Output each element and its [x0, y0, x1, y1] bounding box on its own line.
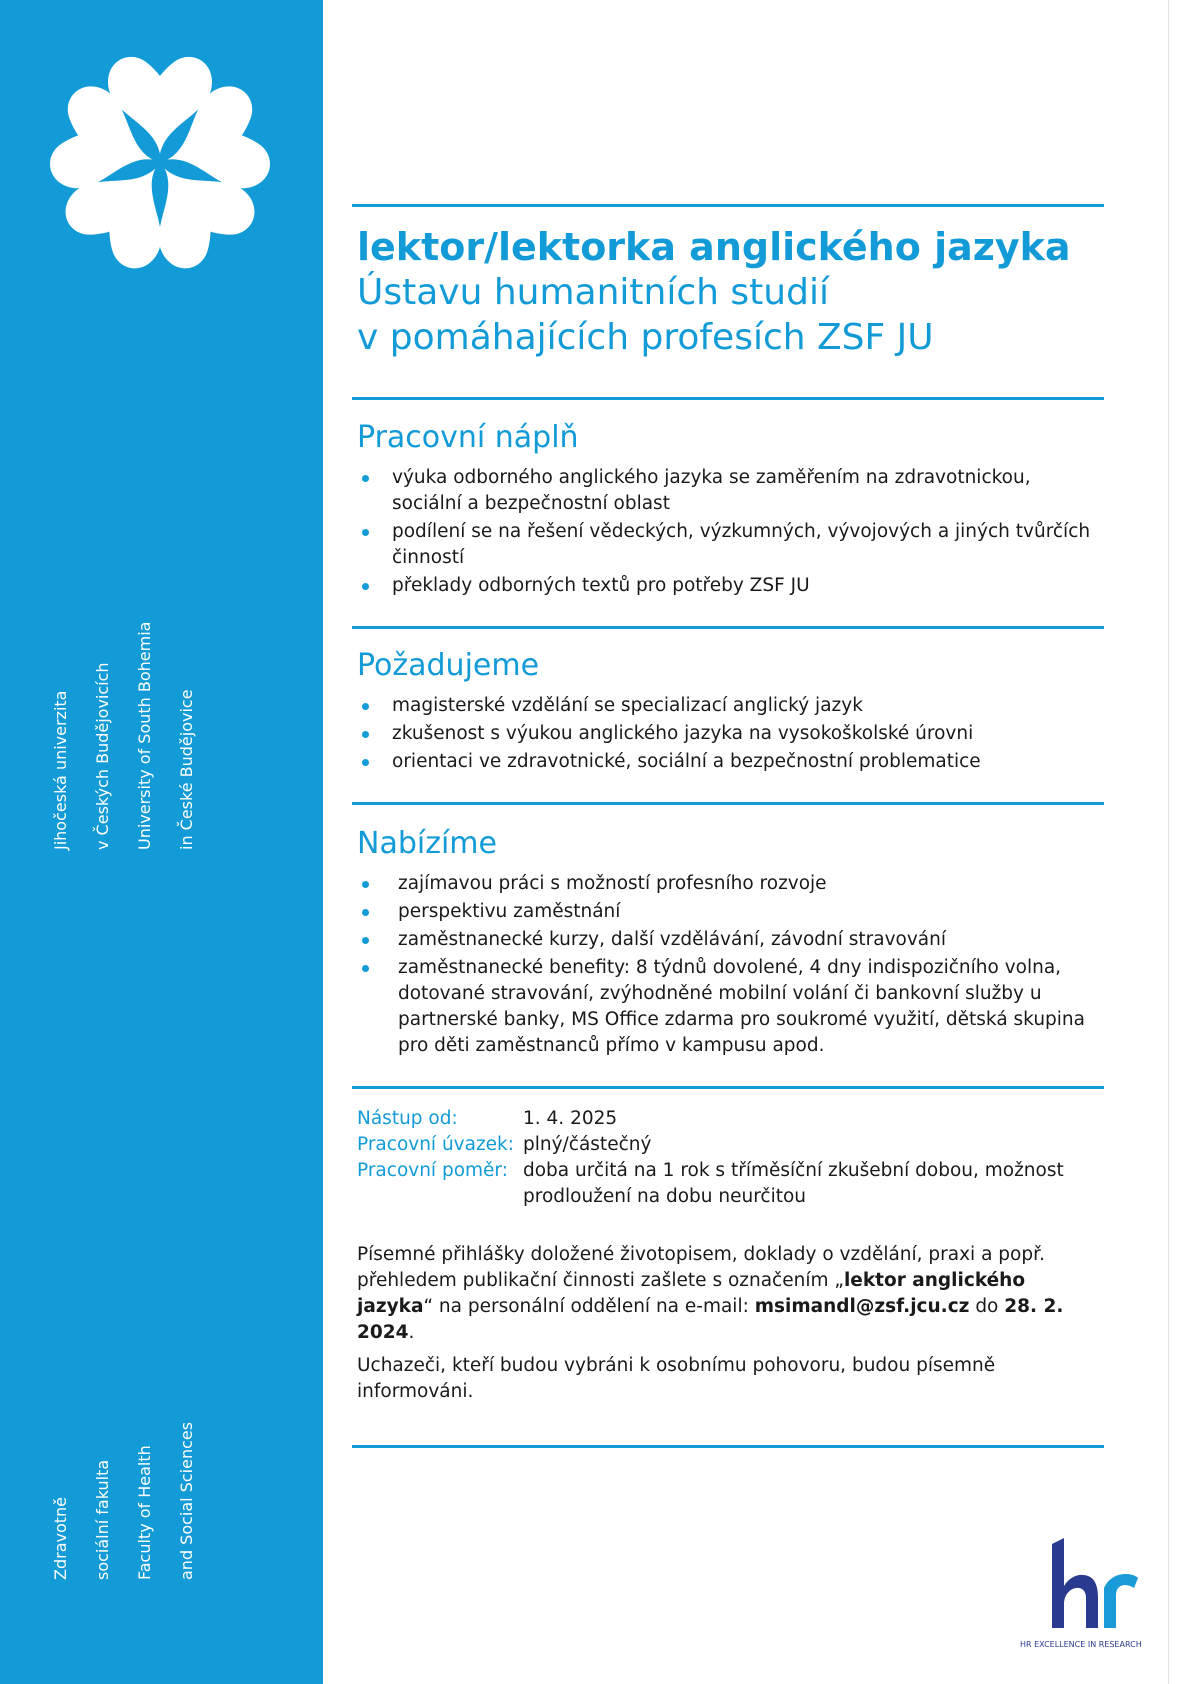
bullet-icon [362, 937, 369, 944]
university-line-en1: University of South Bohemia [135, 621, 154, 850]
faculty-line-cz1: Zdravotně [51, 1496, 70, 1580]
university-line-cz2: v Českých Budějovicích [93, 662, 112, 850]
page-edge [1168, 0, 1190, 1684]
list-item [357, 721, 1102, 747]
department-line1: Ústavu humanitních studií [357, 272, 829, 313]
university-line-en2: in České Budějovice [177, 689, 196, 850]
contact-email: msimandl@zsf.jcu.cz [754, 1296, 970, 1317]
detail-value: plný/částečný [523, 1134, 652, 1155]
divider [352, 802, 1104, 805]
position-name: lektor anglického jazyka [357, 1270, 1026, 1317]
list-item [357, 899, 1102, 925]
faculty-line-cz2: sociální fakulta [93, 1459, 112, 1580]
detail-label: Nástup od: [357, 1108, 458, 1129]
text-run: do [969, 1296, 1005, 1317]
application-instructions [357, 1242, 1092, 1346]
detail-value: 1. 4. 2025 [523, 1108, 618, 1129]
list-pozadujeme [357, 693, 1102, 777]
hr-logo-icon [1020, 1536, 1150, 1636]
bullet-icon [362, 881, 369, 888]
list-item-text: výuka odborného anglického jazyka se zaměřením na zdravotnickou, sociální a bezpečnostní oblast [392, 467, 1031, 514]
bullet-icon [362, 475, 369, 482]
list-item [357, 693, 1102, 719]
list-item [357, 955, 1102, 1059]
text-run: “ na personální oddělení na e-mail: [423, 1296, 755, 1317]
page-title [357, 224, 1071, 360]
list-item-text: magisterské vzdělání se specializací anglický jazyk [392, 695, 863, 716]
list-napln [357, 465, 1102, 601]
section-heading-pozadujeme: Požadujeme [357, 648, 540, 683]
list-nabizime [357, 871, 1102, 1061]
text-run: Písemné přihlášky doložené životopisem, doklady o vzdělání, praxi a popř. přehledem publikační činnosti zašlete s označením „ [357, 1244, 1045, 1291]
hr-logo-caption: HR EXCELLENCE IN RESEARCH [1020, 1640, 1142, 1649]
text-run: . [408, 1322, 415, 1343]
list-item-text: zkušenost s výukou anglického jazyka na vysokoškolské úrovni [392, 723, 974, 744]
faculty-line-en1: Faculty of Health [135, 1445, 154, 1580]
deadline-date: 28. 2. 2024 [357, 1296, 1064, 1343]
divider [352, 626, 1104, 629]
job-title: lektor/lektorka anglického jazyka [357, 225, 1071, 269]
list-item-text: zajímavou práci s možností profesního rozvoje [398, 873, 827, 894]
detail-value: doba určitá na 1 rok s tříměsíční zkušební dobou, možnost prodloužení na dobu neurčitou [523, 1160, 1064, 1207]
interview-note: Uchazeči, kteří budou vybráni k osobnímu pohovoru, budou písemně informováni. [357, 1355, 996, 1402]
job-details [357, 1106, 1102, 1210]
detail-row-uvazek [357, 1132, 1102, 1158]
bullet-icon [362, 583, 369, 590]
list-item-text: zaměstnanecké benefity: 8 týdnů dovolené, 4 dny indispozičního volna, dotované stravování, zvýhodněné mobilní volání či bankovní služby u partnerské banky, MS Office zdarma pro soukromé využití, dětská skupina pro děti zaměstnanců přímo v kampusu apod. [398, 957, 1085, 1056]
divider [352, 204, 1104, 207]
section-heading-nabizime: Nabízíme [357, 826, 497, 861]
divider [352, 1086, 1104, 1089]
hr-excellence-logo [1020, 1536, 1150, 1656]
faculty-line-en2: and Social Sciences [177, 1421, 196, 1580]
list-item [357, 573, 1102, 599]
detail-label: Pracovní úvazek: [357, 1134, 515, 1155]
list-item [357, 465, 1102, 517]
list-item-text: podílení se na řešení vědeckých, výzkumných, vývojových a jiných tvůrčích činností [392, 521, 1091, 568]
list-item-text: orientaci ve zdravotnické, sociální a bezpečnostní problematice [392, 751, 981, 772]
sidebar [0, 0, 323, 1684]
detail-row-start [357, 1106, 1102, 1132]
university-name [40, 622, 208, 850]
list-item [357, 519, 1102, 571]
list-item [357, 927, 1102, 953]
bullet-icon [362, 909, 369, 916]
detail-label: Pracovní poměr: [357, 1160, 508, 1181]
section-heading-napln: Pracovní náplň [357, 420, 579, 455]
list-item [357, 749, 1102, 775]
list-item-text: perspektivu zaměstnání [398, 901, 621, 922]
bullet-icon [362, 965, 369, 972]
university-line-cz1: Jihočeská univerzita [51, 690, 70, 850]
bullet-icon [362, 731, 369, 738]
list-item-text: překlady odborných textů pro potřeby ZSF JU [392, 575, 810, 596]
bullet-icon [362, 529, 369, 536]
flower-logo-icon [50, 52, 270, 272]
list-item-text: zaměstnanecké kurzy, další vzdělávání, závodní stravování [398, 929, 946, 950]
bullet-icon [362, 759, 369, 766]
department-line2: v pomáhajících profesích ZSF JU [357, 317, 934, 358]
detail-row-pomer [357, 1158, 1102, 1210]
faculty-name [40, 1422, 208, 1580]
divider [352, 1445, 1104, 1448]
divider [352, 397, 1104, 400]
list-item [357, 871, 1102, 897]
bullet-icon [362, 703, 369, 710]
